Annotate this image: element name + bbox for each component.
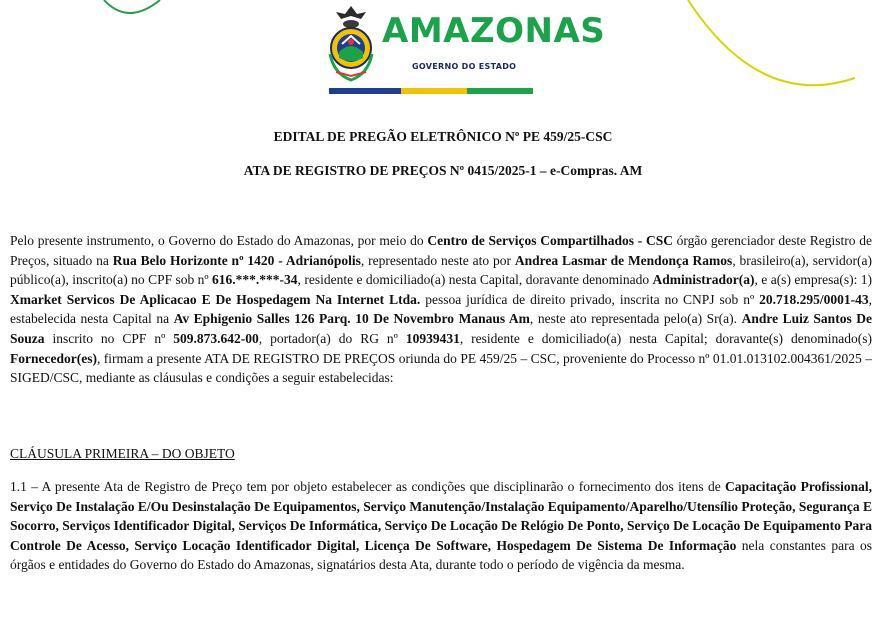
agency-address: Rua Belo Horizonte nº 1420 - Adrianópolis [112,252,361,268]
intro-text-6: , e a(s) empresa(s): 1) [754,272,872,288]
clause-one-heading: CLÁUSULA PRIMEIRA – DO OBJETO [10,446,235,461]
decor-left-curve [104,0,160,13]
document-title: EDITAL DE PREGÃO ELETRÔNICO Nº PE 459/25-CSC [273,129,613,144]
intro-text-3: , representado neste ato por [360,252,515,268]
brand-subtitle: GOVERNO DO ESTADO [412,62,517,71]
clause-items-list: Capacitação Profissional, Serviço De Instalação E/Ou Desinstalação De Equipamentos, Serviço Manutenção/Instalação Equipamento/Aparelho/Utensílio Proteção, Segurança E Socorro, Serviços Identificador Digital, Serviços De Informática, Serviço De Locação De Relógio De Ponto, Serviço De Locação De Equipamento Para Controle De Acesso, Serviço Locação Identificador Digital, Licença De Software, Hospedagem De Sistema De Informação [10,479,873,553]
administrator-label: Administrador(a) [652,272,755,288]
company-name: Xmarket Servicos De Aplicacao E De Hospedagem Na Internet Ltda. [10,291,421,307]
document-subtitle: ATA DE REGISTRO DE PREÇOS Nº 0415/2025-1 – e-Compras. AM [243,163,643,178]
intro-text-2: órgão gerenciador deste Registro de Preços, situado na [10,233,872,268]
intro-text-8: , estabelecida nesta Capital na [10,291,873,327]
stripe-yellow [401,88,467,94]
intro-text-4: , brasileiro(a), servidor(a) público(a), inscrito(a) no CPF sob nº [10,252,872,288]
intro-text-9: , neste ato representada pelo(a) Sr(a). [529,311,742,327]
intro-text-10: inscrito no CPF nº [44,330,174,346]
representative-cpf: 616.***.***-34 [212,272,298,288]
intro-text-1: Pelo presente instrumento, o Governo do Estado do Amazonas, por meio do [10,233,428,248]
intro-text-7: pessoa jurídica de direito privado, inscrita no CNPJ sob nº [420,291,760,307]
header-color-stripes [329,88,533,94]
representative-name: Andrea Lasmar de Mendonça Ramos [514,252,733,268]
brand-name: AMAZONAS [382,11,606,51]
supplier-label: Fornecedor(es) [10,350,97,366]
intro-text-5: , residente e domiciliado(a) nesta Capital, doravante denominado [297,272,653,288]
company-address: Av Ephigenio Salles 126 Parq. 10 De Novembro Manaus Am [173,311,530,327]
intro-text-12: , residente e domiciliado(a) nesta Capital; doravante(s) denominado(s) [459,330,872,346]
clause-text-1: 1.1 – A presente Ata de Registro de Preço tem por objeto estabelecer as condições que disciplinarão o fornecimento dos itens de [10,479,726,494]
company-representative-cpf: 509.873.642-00 [173,330,259,346]
company-cnpj: 20.718.295/0001-43 [759,291,869,307]
company-representative-rg: 10939431 [405,330,460,346]
intro-text-11: , portador(a) do RG nº [258,330,406,346]
clause-one-paragraph [10,477,872,575]
intro-text-13: , firmam a presente ATA DE REGISTRO DE PREÇOS oriunda do PE 459/25 – CSC, proveniente do Processo nº 01.01.013102.004361/2025 – SIGED/CSC, mediante as cláusulas e condições a seguir estabelecidas: [10,350,872,386]
amazonas-coat-of-arms-icon [326,4,376,84]
decor-right-curve [688,0,855,85]
government-header [326,4,606,88]
stripe-blue [329,88,401,94]
company-representative: Andre Luiz Santos De Souza [10,311,872,346]
intro-paragraph [10,231,872,388]
stripe-green [467,88,533,94]
clause-text-2: nela constantes para os órgãos e entidades do Governo do Estado do Amazonas, signatários desta Ata, durante todo o período de vigência da mesma. [10,537,873,573]
managing-agency: Centro de Serviços Compartilhados - CSC [427,233,673,248]
